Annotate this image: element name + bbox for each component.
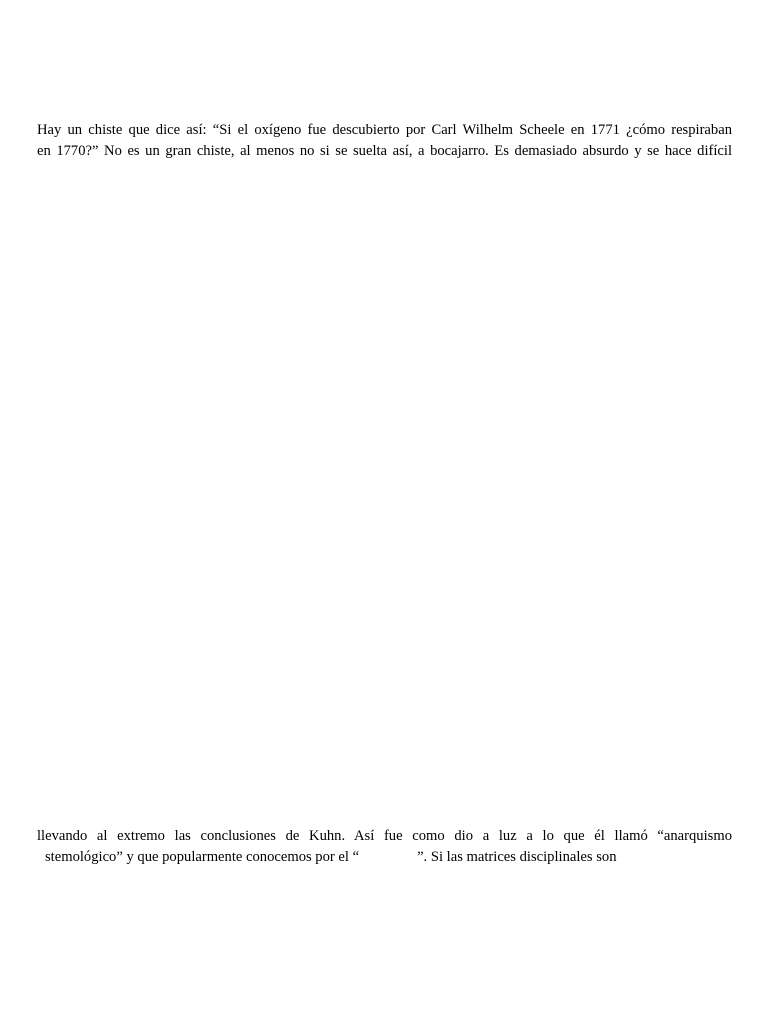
paragraph-intro: [37, 120, 732, 162]
paragraph-anarchism: [37, 826, 732, 868]
text-fragment: stemológico” y que popularmente conocemos por el “: [45, 849, 360, 865]
text-line: Hay un chiste que dice así: “Si el oxígeno fue descubierto por Carl Wilhelm Scheele en 1771 ¿cómo respiraban: [37, 122, 732, 138]
text-line: [37, 847, 732, 868]
text-fragment: ”. Si las matrices disciplinales son: [417, 849, 617, 865]
text-line: llevando al extremo las conclusiones de Kuhn. Así fue como dio a luz a lo que él llamó “anarquismo: [37, 828, 732, 844]
text-line: en 1770?” No es un gran chiste, al menos no si se suelta así, a bocajarro. Es demasiado absurdo y se hace difícil: [37, 143, 732, 159]
